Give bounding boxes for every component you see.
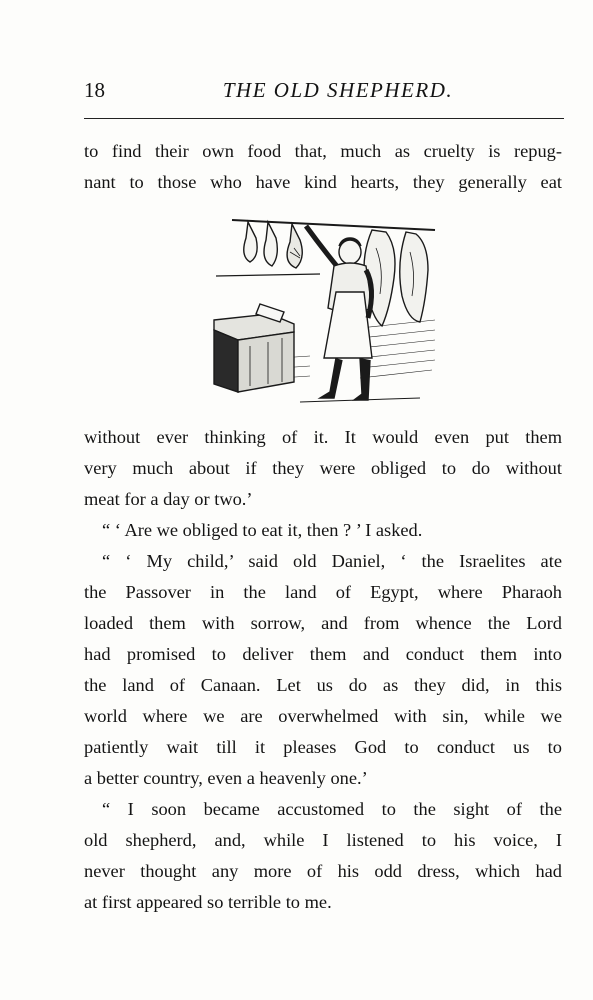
- running-title: THE OLD SHEPHERD.: [222, 78, 454, 102]
- paragraph: [84, 515, 562, 546]
- text-line: “ ‘ My child,’ said old Daniel, ‘ the Israelites ate: [102, 551, 562, 571]
- page-header: [84, 78, 564, 108]
- text-line: meat for a day or two.’: [84, 489, 253, 509]
- paragraph-top: [84, 136, 562, 198]
- paragraph: [84, 422, 562, 515]
- text-line: world where we are overwhelmed with sin, while we: [84, 706, 562, 726]
- text-line: “ ‘ Are we obliged to eat it, then ? ’ I asked.: [102, 520, 423, 540]
- text-line: the Passover in the land of Egypt, where Pharaoh: [84, 582, 562, 602]
- page-number: 18: [84, 78, 105, 102]
- text-line: never thought any more of his odd dress, which had: [84, 861, 562, 881]
- text-line: patiently wait till it pleases God to conduct us to: [84, 737, 562, 757]
- text-line: at first appeared so terrible to me.: [84, 892, 332, 912]
- paragraph: [84, 546, 562, 794]
- header-rule: [84, 118, 564, 119]
- text-line: the land of Canaan. Let us do as they did, in this: [84, 675, 562, 695]
- paragraph: [84, 794, 562, 918]
- text-line: nant to those who have kind hearts, they generally eat: [84, 172, 562, 192]
- text-line: without ever thinking of it. It would even put them: [84, 427, 562, 447]
- text-line: “ I soon became accustomed to the sight of the: [102, 799, 562, 819]
- text-line: loaded them with sorrow, and from whence the Lord: [84, 613, 562, 633]
- text-line: had promised to deliver them and conduct them into: [84, 644, 562, 664]
- text-block-bottom: [84, 422, 562, 918]
- butcher-illustration-icon: [210, 208, 440, 408]
- text-line: old shepherd, and, while I listened to his voice, I: [84, 830, 562, 850]
- text-block-top: [84, 136, 562, 198]
- text-line: a better country, even a heavenly one.’: [84, 768, 368, 788]
- butcher-illustration: [210, 208, 440, 408]
- text-line: very much about if they were obliged to do without: [84, 458, 562, 478]
- text-line: to find their own food that, much as cruelty is repug-: [84, 141, 562, 161]
